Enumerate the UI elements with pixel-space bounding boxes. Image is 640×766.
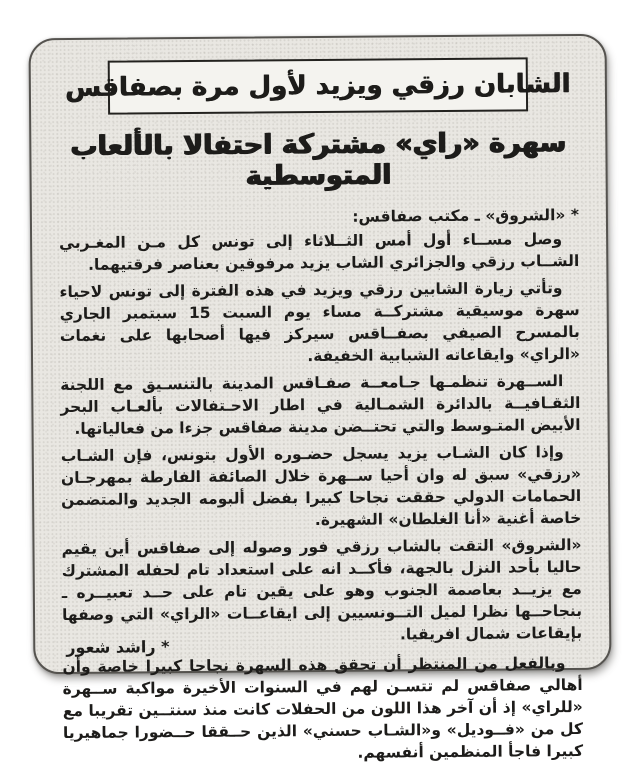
paragraph: «الشروق» التقت بالشاب رزقي فور وصوله إلى صفاقس أين يقيم حاليا بأحد النزل بالجهة، فأكــد انه على استعداد تام لحفله المشترك مع يزيــد بعاصمة الجنوب وهو على يقين تام على حــد تعبيــره ـ بنجاحــها نظرا لميل التــونسيين إلى ايقاعــات «الراي» التي وصفها بإيقاعات شمال افريقيا. <box>61 535 583 644</box>
headline-box <box>65 57 571 114</box>
newspaper-clipping <box>29 34 612 762</box>
paragraph: الســهرة تنظمـها جـامعــة صفـاقس المدينة بالتنسـيق مع اللجنة الثقـافيــة بالدائرة الشمـالية في اطار الاحـتفالات بألعـاب البحر الأبيض المتـوسط والتي تحتــضن مدينة صفاقس جزءا من فعالياتها. <box>60 372 581 438</box>
headline: الشابان رزقي ويزيد لأول مرة بصفاقس <box>65 69 571 103</box>
main-title: سهرة «راي» مشتركة احتفالا بالألعاب المتوسطية <box>70 127 567 192</box>
paragraph: وإذا كان الشـاب يزيد يسجل حضـوره الأول بتونس، فإن الشـاب «رزقي» سبق له وان أحيا ســهرة خلال الصائفة الفارطة بمهرجـان الحمامات الدولي حققت نجاحا كبيرا بفضل ألبومه الجديد والمتضمن خاصة أغنية «أنا الغلطان» الشهيرة. <box>60 443 582 530</box>
article-body <box>59 204 583 766</box>
paragraph: وصل مســاء أول أمس الثــلاثاء إلى تونس كل مـن المغـربي الشــاب رزقي والجزائري الشاب يزيد مرفوقين بعناصر فرقتيهما. <box>59 230 580 274</box>
paragraph: وبالفعل من المنتظر أن تحقق هذه السهرة نجاحا كبيرا خاصة وأن أهالي صفاقس لم تتسـن لهم في السنوات الأخيرة مواكبة ســهرة «للراي» إذ أن آخر هذا اللون من الحفلات كانت منذ سنتــين تقريبا مع كل من «فــوديل» و«الشـاب حسني» الذين حــققا حــضورا جماهيريا كبيرا فاجأ المنظمين أنفسهم. <box>62 654 584 762</box>
byline: * راشد شعور <box>66 637 170 658</box>
dateline: * «الشروق» ـ مكتب صفاقس: <box>352 205 579 226</box>
paragraph: وتأتي زيارة الشابين رزقي ويزيد في هذه الفترة إلى تونس لاحياء سهرة موسيقية مشتركــة مساء يوم السبت 15 سبتمبر الجاري بالمسرح الصيفي بصفــاقس سيركز فيها أصحابها على نغمات «الراي» وايقاعاته الشبابية الخفيفة. <box>59 279 581 366</box>
